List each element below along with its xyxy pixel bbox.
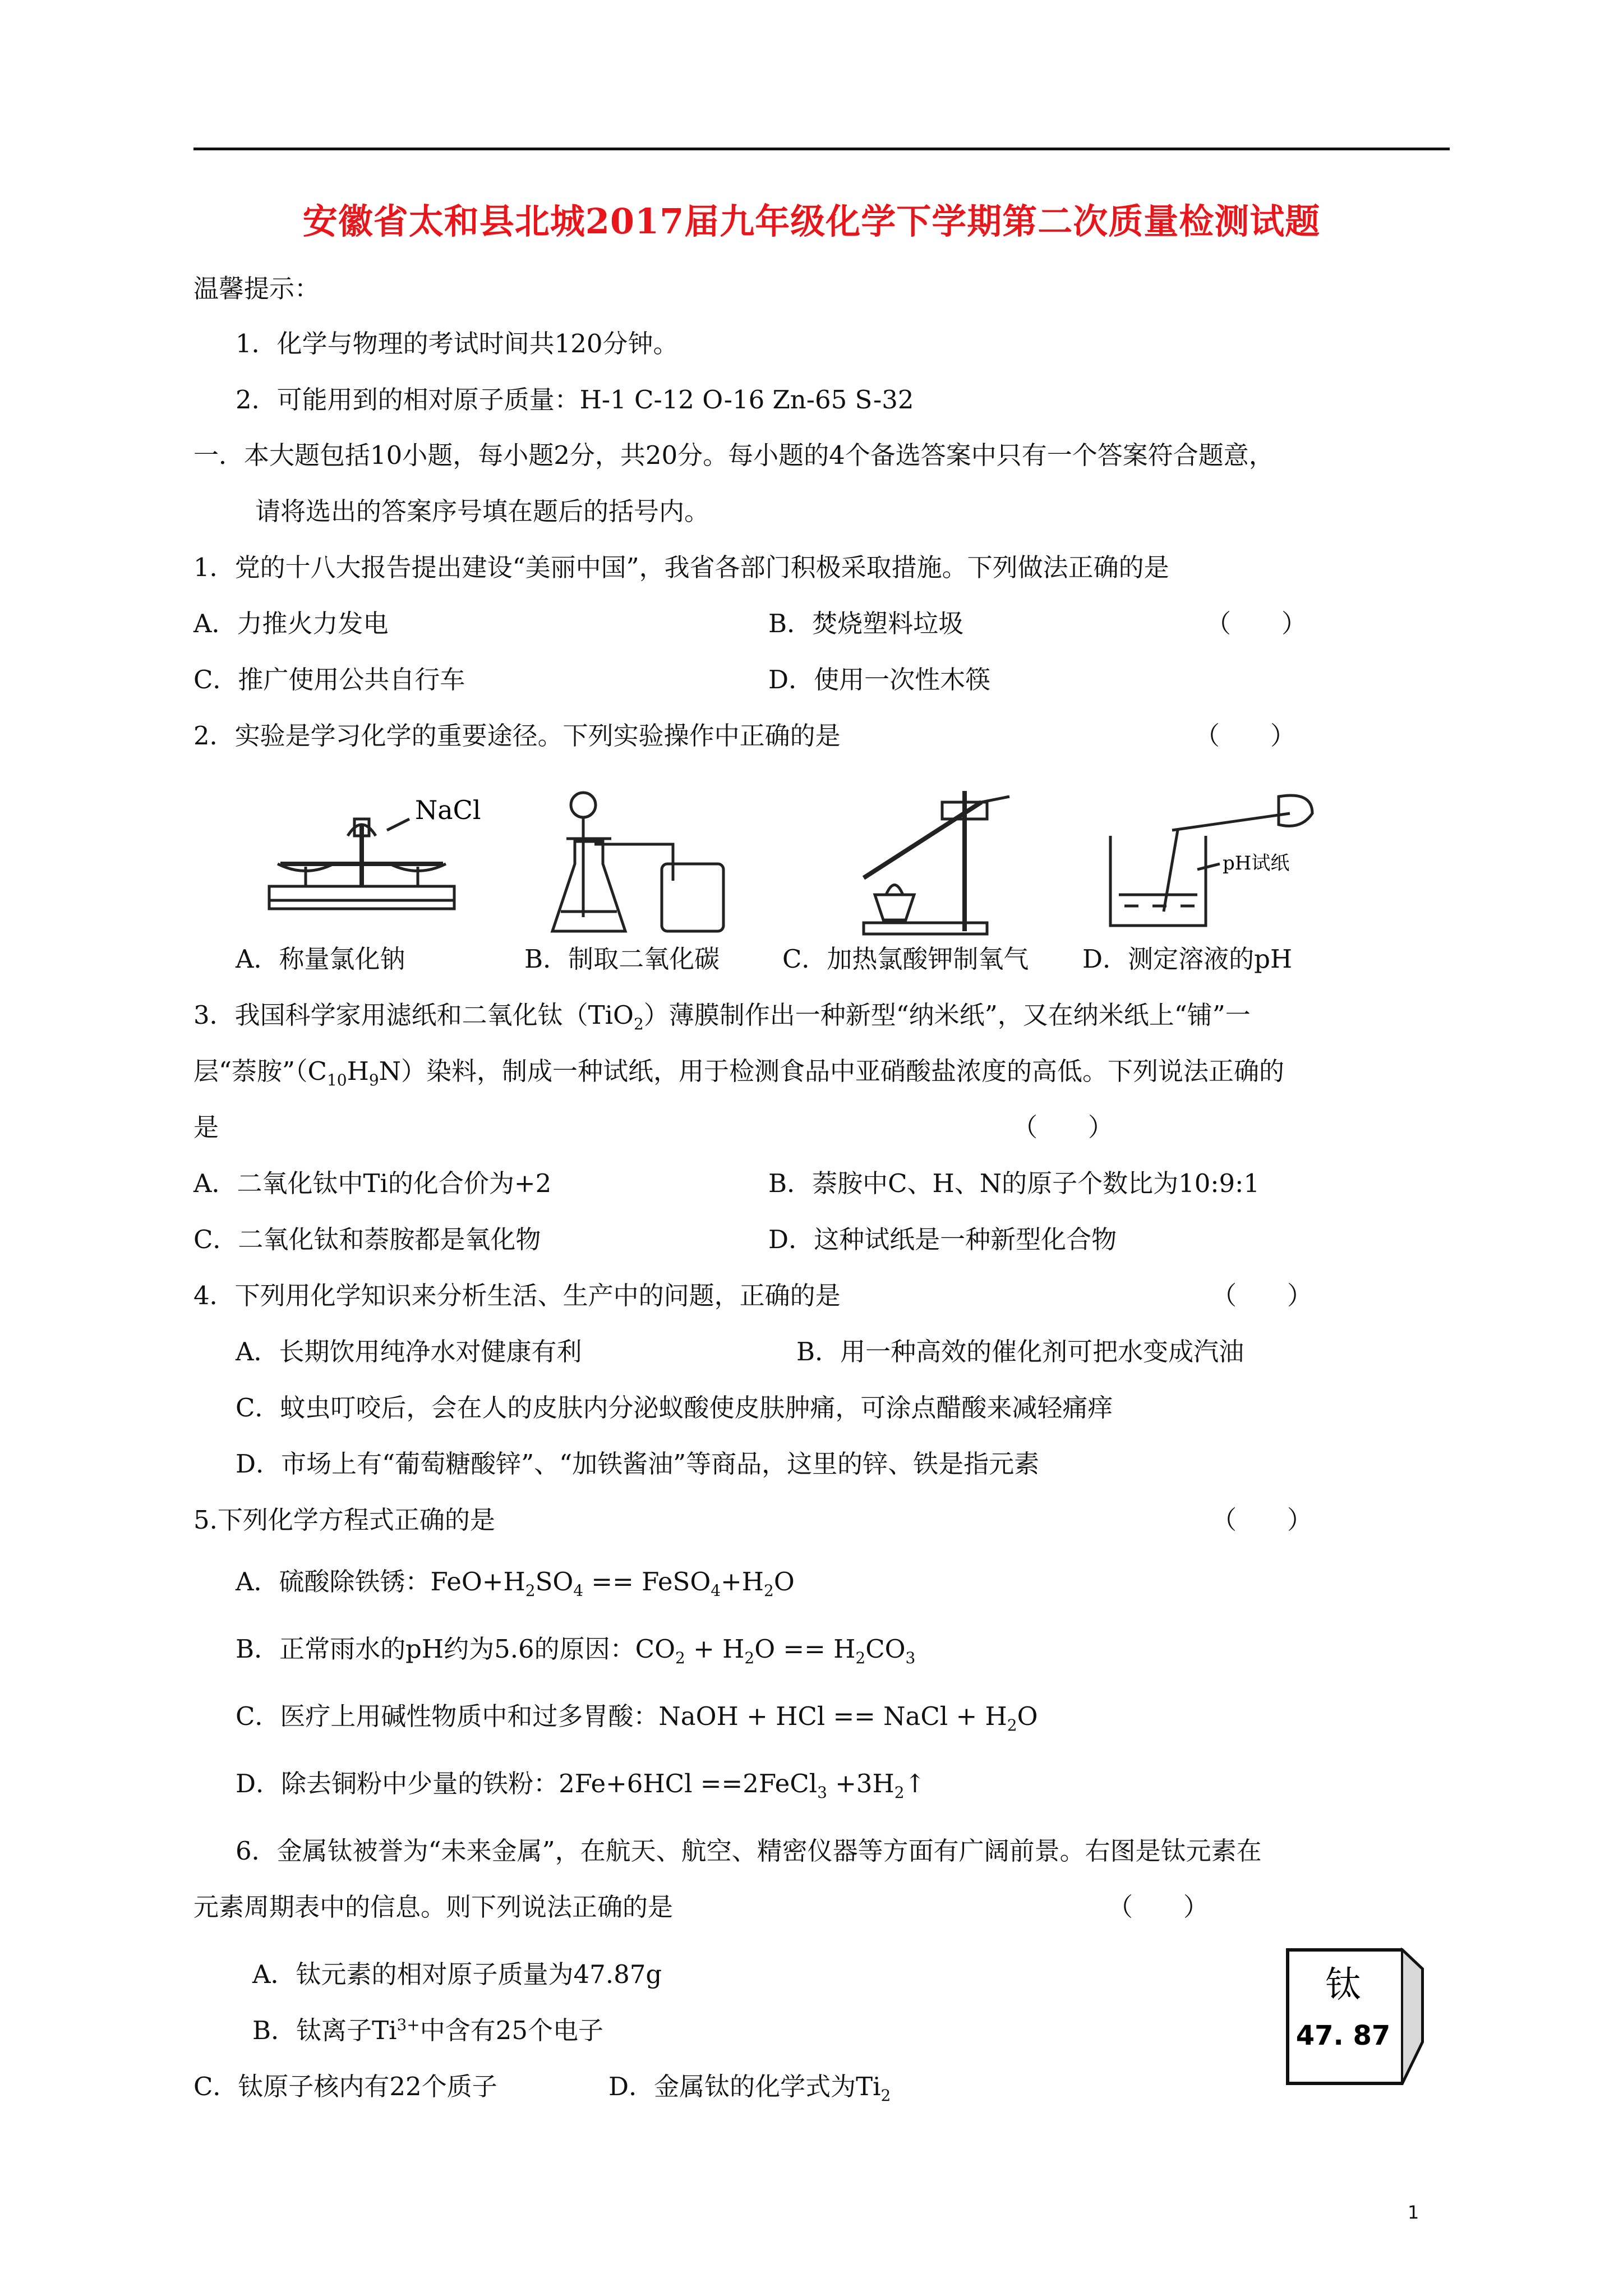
question-1-option-b: B．焚烧塑料垃圾 — [768, 609, 964, 638]
element-card-frame — [1284, 1947, 1424, 2087]
header-rule — [193, 148, 1450, 150]
question-4-stem: 4．下列用化学知识来分析生活、生产中的问题，正确的是 — [193, 1281, 841, 1310]
ph-test-figure — [1099, 780, 1324, 942]
question-2-option-c: C．加热氯酸钾制氧气 — [782, 944, 1029, 974]
section-instructions: 一．本大题包括10小题，每小题2分，共20分。每小题的4个备选答案中只有一个答案符合题意， — [193, 440, 1274, 470]
question-3-stem-line-1: 3．我国科学家用滤纸和二氧化钛（TiO$_2$）薄膜制作出一种新型“纳米纸”，又在纳米纸上“铺”一 — [193, 1000, 1251, 1033]
question-2-option-d: D．测定溶液的pH — [1082, 944, 1293, 974]
answer-blank: （ ） — [1195, 721, 1296, 751]
balance-diagram — [247, 780, 494, 942]
ph-paper-label: pH试纸 — [1223, 852, 1290, 875]
nacl-label: NaCl — [415, 795, 481, 825]
question-2-option-a: A．称量氯化钠 — [236, 944, 405, 974]
question-1-option-c: C．推广使用公共自行车 — [193, 665, 465, 694]
question-1-stem: 1．党的十八大报告提出建设“美丽中国”，我省各部门积极采取措施。下列做法正确的是 — [193, 553, 1169, 582]
heating-apparatus-diagram — [830, 780, 1021, 942]
tip-item-2: 2．可能用到的相对原子质量：H-1 C-12 O-16 Zn-65 S-32 — [236, 385, 914, 415]
answer-blank: （ ） — [1012, 1112, 1114, 1142]
answer-blank: （ ） — [1108, 1892, 1209, 1922]
question-3-option-b: B．萘胺中C、H、N的原子个数比为10:9:1 — [768, 1168, 1260, 1198]
question-3-stem-line-2: 层“萘胺$”(C_{10}H_9N)$染料，制成一种试纸，用于检测食品中亚硝酸盐浓度的高低。下列说法正确的 — [193, 1056, 1285, 1089]
question-4-option-c: C．蚊虫叮咬后，会在人的皮肤内分泌蚁酸使皮肤肿痛，可涂点醋酸来减轻痛痒 — [236, 1393, 1113, 1423]
heating-apparatus-figure — [830, 780, 1021, 942]
question-3-option-c: C．二氧化钛和萘胺都是氧化物 — [193, 1225, 541, 1254]
question-3-option-d: D．这种试纸是一种新型化合物 — [768, 1225, 1117, 1254]
question-6-stem-line-2: 元素周期表中的信息。则下列说法正确的是 — [193, 1892, 674, 1922]
answer-blank: （ ） — [1211, 1505, 1313, 1535]
question-4-option-b: B．用一种高效的催化剂可把水变成汽油 — [796, 1337, 1244, 1366]
question-5-option-b: B．正常雨水的pH约为5.6的原因：$CO_2 + H_2O == H_2CO_3$ — [236, 1634, 916, 1667]
question-5-option-d: D．除去铜粉中少量的铁粉：2Fe+6HCl ==2FeCl$_3$ $+3H_2↑$ — [236, 1769, 926, 1802]
question-6-option-b: B．钛离子$Ti^{3+}$中含有25个电子 — [252, 2016, 604, 2045]
co2-apparatus-diagram — [544, 780, 735, 942]
answer-blank: （ ） — [1211, 1281, 1313, 1310]
question-2-option-b: B．制取二氧化碳 — [524, 944, 720, 974]
section-instructions-2: 请将选出的答案序号填在题后的括号内。 — [255, 496, 710, 526]
question-4-option-a: A．长期饮用纯净水对健康有利 — [236, 1337, 582, 1366]
balance-figure — [247, 780, 494, 942]
titanium-element-card — [1284, 1947, 1424, 2087]
question-6-stem-line-1: 6．金属钛被誉为“未来金属”，在航天、航空、精密仪器等方面有广阔前景。右图是钛元素在 — [236, 1836, 1262, 1866]
question-1-option-a: A．力推火力发电 — [193, 609, 389, 638]
element-atomic-mass: 47. 87 — [1295, 2020, 1391, 2051]
question-3-option-a: A．二氧化钛中Ti的化合价为+2 — [193, 1168, 552, 1198]
answer-blank: （ ） — [1206, 609, 1307, 638]
element-name: 钛 — [1325, 1964, 1361, 2006]
question-2-stem: 2．实验是学习化学的重要途径。下列实验操作中正确的是 — [193, 721, 841, 751]
page-number: 1 — [1408, 2202, 1419, 2223]
question-6-option-d: D．金属钛的化学式为$Ti_2$ — [608, 2072, 891, 2105]
question-5-option-a: A．硫酸除铁锈：$FeO+H_2SO_4$ == $FeSO_4+H_2O$ — [236, 1567, 795, 1600]
ph-test-diagram — [1099, 780, 1324, 942]
question-5-stem: 5.下列化学方程式正确的是 — [193, 1505, 495, 1535]
question-1-option-d: D．使用一次性木筷 — [768, 665, 991, 694]
tip-item-1: 1．化学与物理的考试时间共120分钟。 — [236, 329, 679, 358]
page-title: 安徽省太和县北城2017届九年级化学下学期第二次质量检测试题 — [302, 201, 1321, 242]
question-5-option-c: C．医疗上用碱性物质中和过多胃酸：NaOH + HCl == NaCl + $H_2O$ — [236, 1701, 1038, 1734]
tips-heading: 温馨提示： — [193, 274, 320, 303]
question-6-option-a: A．钛元素的相对原子质量为47.87g — [252, 1959, 662, 1989]
question-4-option-d: D．市场上有“葡萄糖酸锌”、“加铁酱油”等商品，这里的锌、铁是指元素 — [236, 1449, 1040, 1479]
question-3-stem-line-3: 是 — [193, 1112, 219, 1142]
question-6-option-c: C．钛原子核内有22个质子 — [193, 2072, 497, 2101]
co2-apparatus-figure — [544, 780, 735, 942]
